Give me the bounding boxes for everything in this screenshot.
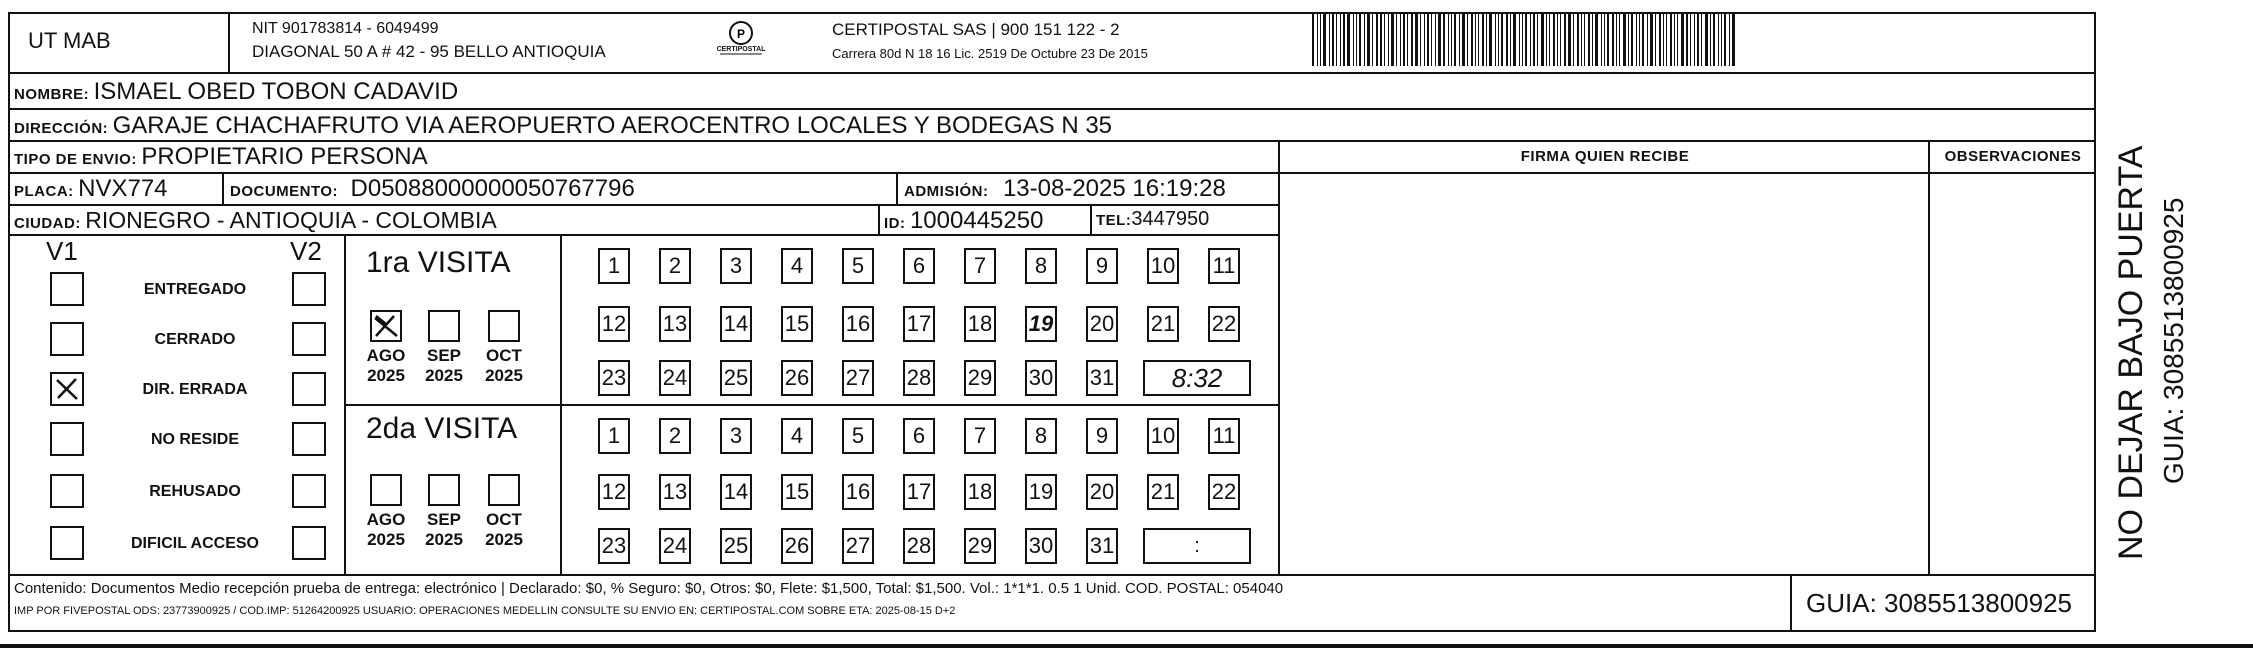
barcode-bar <box>1407 14 1408 66</box>
status-label: REHUSADO <box>149 483 241 500</box>
day-box[interactable]: 13 <box>659 474 691 510</box>
id-field <box>884 207 1043 235</box>
barcode-bar <box>1501 14 1503 66</box>
tipo-row <box>14 143 428 171</box>
barcode-bar <box>1636 14 1637 66</box>
barcode-bar <box>1471 14 1473 66</box>
day-box[interactable]: 11 <box>1208 418 1240 454</box>
barcode-bar <box>1732 14 1735 66</box>
side-warning: NO DEJAR BAJO PUERTA <box>2112 145 2150 560</box>
status-label: DIR. ERRADA <box>142 381 248 398</box>
admision-field <box>904 175 1226 203</box>
day-box[interactable]: 5 <box>842 418 874 454</box>
month-label: SEP <box>426 510 462 529</box>
ciudad-value: RIONEGRO - ANTIOQUIA - COLOMBIA <box>85 207 497 233</box>
barcode-bar <box>1541 14 1544 66</box>
barcode-bar <box>1467 14 1468 66</box>
nombre-row <box>14 78 458 106</box>
placa-value: NVX774 <box>78 175 168 202</box>
barcode-bar <box>1666 14 1667 66</box>
day-box[interactable]: 24 <box>659 528 691 564</box>
barcode-bar <box>1677 14 1678 66</box>
month-checkbox[interactable] <box>428 310 460 342</box>
day-box[interactable]: 15 <box>781 474 813 510</box>
barcode-bar <box>1451 14 1452 66</box>
direccion-value: GARAJE CHACHAFRUTO VIA AEROPUERTO AEROCENTRO LOCALES Y BODEGAS N 35 <box>112 112 1113 139</box>
row-rule-2 <box>8 140 2096 142</box>
placa-row <box>14 175 168 203</box>
barcode-bar <box>1564 14 1566 66</box>
tel-value: 3447950 <box>1131 208 1210 230</box>
documento-label: DOCUMENTO: <box>230 183 339 200</box>
v1-checkbox[interactable] <box>50 422 84 456</box>
barcode-bar <box>1601 14 1602 66</box>
barcode-bar <box>1343 14 1345 66</box>
barcode-bar <box>1560 14 1561 66</box>
barcode-bar <box>1522 14 1523 66</box>
day-box[interactable]: 24 <box>659 360 691 396</box>
admision-label: ADMISIÓN: <box>904 183 989 200</box>
day-box[interactable]: 31 <box>1086 528 1118 564</box>
documento-field <box>230 175 635 203</box>
day-box[interactable]: 11 <box>1208 248 1240 284</box>
day-box[interactable]: 23 <box>598 360 630 396</box>
barcode-bar <box>1650 14 1653 66</box>
footer-guia-divider <box>1790 574 1792 632</box>
header-rule <box>8 72 2096 74</box>
barcode-bar <box>1482 14 1484 66</box>
barcode-bar <box>1415 14 1418 66</box>
day-box[interactable]: 20 <box>1086 474 1118 510</box>
barcode-bar <box>1697 14 1699 66</box>
barcode-bar <box>1329 14 1330 66</box>
row-rule-3 <box>8 172 2096 174</box>
row-rule-5 <box>8 234 1278 236</box>
footer-guia: GUIA: 3085513800925 <box>1806 588 2072 618</box>
day-box[interactable]: 23 <box>598 528 630 564</box>
barcode-bar <box>1403 14 1405 66</box>
month-label: AGO <box>366 510 406 529</box>
barcode-bar <box>1713 14 1715 66</box>
first-visit-time[interactable]: 8:32 <box>1143 360 1251 396</box>
day-box[interactable]: 29 <box>964 528 996 564</box>
day-box[interactable]: 12 <box>598 474 630 510</box>
barcode-bar <box>1340 14 1341 66</box>
barcode-bar <box>1655 14 1656 66</box>
barcode-bar <box>1489 14 1492 66</box>
v2-checkbox[interactable] <box>292 322 326 356</box>
v2-checkbox[interactable] <box>292 372 326 406</box>
day-box[interactable]: 5 <box>842 248 874 284</box>
day-box[interactable]: 26 <box>781 360 813 396</box>
barcode-bar <box>1317 14 1318 66</box>
months-divider <box>560 234 562 574</box>
v2-label: V2 <box>290 236 322 266</box>
month-label: SEP <box>426 346 462 365</box>
tipo-value: PROPIETARIO PERSONA <box>141 143 428 170</box>
barcode <box>1312 14 1924 66</box>
first-visit-label: 1ra VISITA <box>366 246 511 279</box>
day-box[interactable]: 17 <box>903 474 935 510</box>
certipostal-logo <box>712 20 770 64</box>
barcode-bar <box>1674 14 1675 66</box>
barcode-bar <box>1663 14 1664 66</box>
barcode-bar <box>1506 14 1508 66</box>
v1-checkbox[interactable] <box>50 474 84 508</box>
barcode-bar <box>1588 14 1590 66</box>
day-box[interactable]: 29 <box>964 360 996 396</box>
barcode-bar <box>1525 14 1527 66</box>
barcode-bar <box>1537 14 1538 66</box>
day-box[interactable]: 4 <box>781 248 813 284</box>
barcode-bar <box>1533 14 1535 66</box>
header-divider <box>228 12 230 72</box>
barcode-bar <box>1616 14 1617 66</box>
obs-left-rule <box>1928 140 1930 574</box>
footer-rule <box>8 574 2096 576</box>
v2-checkbox[interactable] <box>292 474 326 508</box>
placa-divider <box>222 172 224 204</box>
barcode-bar <box>1549 14 1550 66</box>
company-address: DIAGONAL 50 A # 42 - 95 BELLO ANTIOQUIA <box>252 42 606 61</box>
barcode-bar <box>1577 14 1579 66</box>
barcode-bar <box>1400 14 1401 66</box>
barcode-bar <box>1568 14 1571 66</box>
barcode-bar <box>1388 14 1389 66</box>
documento-value: D05088000000050767796 <box>350 175 635 202</box>
month-label: OCT <box>486 510 522 529</box>
barcode-bar <box>1420 14 1421 66</box>
status-label: CERRADO <box>154 331 236 348</box>
day-box[interactable]: 25 <box>720 360 752 396</box>
barcode-bar <box>1519 14 1520 66</box>
barcode-bar <box>1573 14 1574 66</box>
barcode-bar <box>1391 14 1394 66</box>
direccion-label: DIRECCIÓN: <box>14 120 109 137</box>
barcode-bar <box>1384 14 1385 66</box>
barcode-bar <box>1380 14 1382 66</box>
id-value: 1000445250 <box>909 207 1044 234</box>
barcode-bar <box>1686 14 1688 66</box>
barcode-bar <box>1607 14 1609 66</box>
barcode-bar <box>1710 14 1711 66</box>
v1-checkbox[interactable] <box>50 372 84 406</box>
year-label: 2025 <box>367 366 405 385</box>
row-rule-1 <box>8 108 2096 110</box>
barcode-bar <box>1631 14 1633 66</box>
barcode-bar <box>1486 14 1487 66</box>
barcode-bar <box>1475 14 1476 66</box>
barcode-bar <box>1353 14 1354 66</box>
day-box[interactable]: 31 <box>1086 360 1118 396</box>
barcode-bar <box>1705 14 1708 66</box>
footer-line-2: IMP POR FIVEPOSTAL ODS: 23773900925 / COD.IMP: 51264200925 USUARIO: OPERACIONES MEDELLIN CONSULTE SU ENVIO EN: CERTIPOSTAL.COM SOBRE ETA: 2025-08-15 D+2 <box>14 605 956 617</box>
barcode-bar <box>1628 14 1629 66</box>
barcode-bar <box>1356 14 1357 66</box>
barcode-bar <box>1592 14 1593 66</box>
admision-value: 13-08-2025 16:19:28 <box>1002 175 1226 202</box>
second-visit-time[interactable]: : <box>1143 528 1251 564</box>
day-box[interactable]: 21 <box>1147 474 1179 510</box>
ciudad-row <box>14 207 497 234</box>
barcode-bar <box>1364 14 1365 66</box>
day-box[interactable]: 15 <box>781 306 813 342</box>
barcode-bar <box>1510 14 1511 66</box>
day-box[interactable]: 19 <box>1025 306 1057 342</box>
v1-checkbox[interactable] <box>50 322 84 356</box>
barcode-bar <box>1642 14 1644 66</box>
month-checkbox[interactable] <box>370 474 402 506</box>
v2-checkbox[interactable] <box>292 272 326 306</box>
day-box[interactable]: 18 <box>964 306 996 342</box>
barcode-bar <box>1584 14 1585 66</box>
barcode-bar <box>1443 14 1445 66</box>
footer-line-1: Contenido: Documentos Medio recepción prueba de entrega: electrónico | Declarado: $0, % Seguro: $0, Otros: $0, Flete: $1,500, Total: $1,500. Vol.: 1*1*1. 0.5 1 Unid. COD. POSTAL: 054040 <box>14 580 1284 597</box>
svg-text:P: P <box>736 27 746 41</box>
company-name: UT MAB <box>28 28 111 53</box>
carrier-address: Carrera 80d N 18 16 Lic. 2519 De Octubre 23 De 2015 <box>832 46 1148 61</box>
observaciones-label: OBSERVACIONES <box>1944 148 2082 165</box>
barcode-bar <box>1694 14 1695 66</box>
barcode-bar <box>1359 14 1361 66</box>
day-box[interactable]: 2 <box>659 418 691 454</box>
month-checkbox[interactable] <box>488 310 520 342</box>
status-label: NO RESIDE <box>150 431 239 448</box>
v1-label: V1 <box>46 236 78 266</box>
barcode-bar <box>1431 14 1432 66</box>
barcode-bar <box>1498 14 1499 66</box>
barcode-bar <box>1454 14 1456 66</box>
barcode-bar <box>1595 14 1598 66</box>
barcode-bar <box>1619 14 1620 66</box>
nombre-label: NOMBRE: <box>14 86 90 103</box>
day-box[interactable]: 19 <box>1025 474 1057 510</box>
barcode-bar <box>1312 14 1314 66</box>
day-box[interactable]: 7 <box>964 418 996 454</box>
v2-checkbox[interactable] <box>292 422 326 456</box>
month-label: OCT <box>486 346 522 365</box>
barcode-bar <box>1659 14 1661 66</box>
year-label: 2025 <box>367 530 405 549</box>
barcode-bar <box>1427 14 1429 66</box>
barcode-bar <box>1332 14 1334 66</box>
barcode-bar <box>1718 14 1719 66</box>
day-box[interactable]: 28 <box>903 528 935 564</box>
placa-label: PLACA: <box>14 183 74 200</box>
day-box[interactable]: 18 <box>964 474 996 510</box>
day-box[interactable]: 22 <box>1208 474 1240 510</box>
company-nit: NIT 901783814 - 6049499 <box>252 20 439 37</box>
day-box[interactable]: 9 <box>1086 418 1118 454</box>
day-box[interactable]: 2 <box>659 248 691 284</box>
barcode-bar <box>1647 14 1648 66</box>
barcode-bar <box>1376 14 1378 66</box>
day-box[interactable]: 20 <box>1086 306 1118 342</box>
day-box[interactable]: 16 <box>842 474 874 510</box>
barcode-bar <box>1670 14 1672 66</box>
nombre-value: ISMAEL OBED TOBON CADAVID <box>93 78 459 105</box>
barcode-bar <box>1424 14 1425 66</box>
barcode-bar <box>1448 14 1449 66</box>
year-label: 2025 <box>425 366 463 385</box>
day-box[interactable]: 14 <box>720 474 752 510</box>
v1-checkbox[interactable] <box>50 272 84 306</box>
barcode-bar <box>1623 14 1626 66</box>
id-label: ID: <box>884 215 906 232</box>
direccion-row <box>14 112 1112 140</box>
year-label: 2025 <box>425 530 463 549</box>
firma-left-rule <box>1278 140 1280 574</box>
day-box[interactable]: 3 <box>720 418 752 454</box>
month-checkbox[interactable] <box>428 474 460 506</box>
barcode-bar <box>1701 14 1702 66</box>
status-label: DIFICIL ACCESO <box>130 535 259 552</box>
firma-label: FIRMA QUIEN RECIBE <box>1520 148 1690 165</box>
barcode-bar <box>1557 14 1558 66</box>
barcode-bar <box>1639 14 1640 66</box>
year-label: 2025 <box>485 530 523 549</box>
tel-field <box>1096 208 1209 231</box>
barcode-bar <box>1546 14 1547 66</box>
day-box[interactable]: 30 <box>1025 528 1057 564</box>
carrier-name: CERTIPOSTAL SAS | 900 151 122 - 2 <box>832 20 1120 39</box>
logo-text: CERTIPOSTAL <box>716 46 766 53</box>
day-box[interactable]: 30 <box>1025 360 1057 396</box>
day-box[interactable]: 10 <box>1147 248 1179 284</box>
barcode-bar <box>1690 14 1691 66</box>
barcode-bar <box>1495 14 1496 66</box>
day-box[interactable]: 6 <box>903 418 935 454</box>
barcode-bar <box>1478 14 1479 66</box>
barcode-bar <box>1530 14 1531 66</box>
day-box[interactable]: 9 <box>1086 248 1118 284</box>
day-box[interactable]: 8 <box>1025 418 1057 454</box>
barcode-bar <box>1721 14 1722 66</box>
barcode-bar <box>1513 14 1516 66</box>
day-box[interactable]: 28 <box>903 360 935 396</box>
barcode-bar <box>1323 14 1326 66</box>
barcode-bar <box>1347 14 1350 66</box>
day-box[interactable]: 7 <box>964 248 996 284</box>
day-box[interactable]: 25 <box>720 528 752 564</box>
day-box[interactable]: 1 <box>598 418 630 454</box>
v1-checkbox[interactable] <box>50 526 84 560</box>
v2-checkbox[interactable] <box>292 526 326 560</box>
day-box[interactable]: 16 <box>842 306 874 342</box>
barcode-bar <box>1459 14 1460 66</box>
barcode-bar <box>1372 14 1373 66</box>
year-label: 2025 <box>485 366 523 385</box>
barcode-bar <box>1604 14 1605 66</box>
month-checkbox[interactable] <box>370 310 402 342</box>
side-guia: GUIA: 3085513800925 <box>2158 197 2189 484</box>
certipostal-logo-icon <box>712 20 770 64</box>
barcode-bar <box>1336 14 1337 66</box>
barcode-bar <box>1367 14 1370 66</box>
day-box[interactable]: 13 <box>659 306 691 342</box>
second-visit-label: 2da VISITA <box>366 412 518 445</box>
tel-divider <box>1090 204 1092 234</box>
day-box[interactable]: 14 <box>720 306 752 342</box>
barcode-bar <box>1681 14 1684 66</box>
barcode-bar <box>1553 14 1555 66</box>
check-mark-icon <box>372 312 400 340</box>
day-box[interactable]: 3 <box>720 248 752 284</box>
day-box[interactable]: 10 <box>1147 418 1179 454</box>
day-box[interactable]: 6 <box>903 248 935 284</box>
bottom-rule <box>0 644 2253 648</box>
day-box[interactable]: 26 <box>781 528 813 564</box>
day-box[interactable]: 12 <box>598 306 630 342</box>
barcode-bar <box>1438 14 1441 66</box>
barcode-bar <box>1435 14 1436 66</box>
day-box[interactable]: 21 <box>1147 306 1179 342</box>
day-box[interactable]: 22 <box>1208 306 1240 342</box>
status-label: ENTREGADO <box>143 281 247 298</box>
ciudad-label: CIUDAD: <box>14 215 81 232</box>
barcode-bar <box>1462 14 1465 66</box>
barcode-bar <box>1411 14 1413 66</box>
barcode-bar <box>1396 14 1397 66</box>
day-box[interactable]: 27 <box>842 528 874 564</box>
barcode-bar <box>1581 14 1582 66</box>
day-box[interactable]: 1 <box>598 248 630 284</box>
barcode-bar <box>1612 14 1614 66</box>
month-checkbox[interactable] <box>488 474 520 506</box>
barcode-bar <box>1320 14 1321 66</box>
day-box[interactable]: 17 <box>903 306 935 342</box>
day-box[interactable]: 8 <box>1025 248 1057 284</box>
admision-divider <box>896 172 898 204</box>
barcode-bar <box>1729 14 1730 66</box>
check-mark-icon <box>52 374 82 404</box>
visit-divider-rule <box>344 404 1278 406</box>
row-rule-4 <box>8 204 1278 206</box>
month-label: AGO <box>366 346 406 365</box>
tipo-label: TIPO DE ENVIO: <box>14 151 137 168</box>
id-divider <box>878 204 880 234</box>
day-box[interactable]: 27 <box>842 360 874 396</box>
tel-label: TEL: <box>1096 212 1132 229</box>
day-box[interactable]: 4 <box>781 418 813 454</box>
barcode-bar <box>1724 14 1726 66</box>
